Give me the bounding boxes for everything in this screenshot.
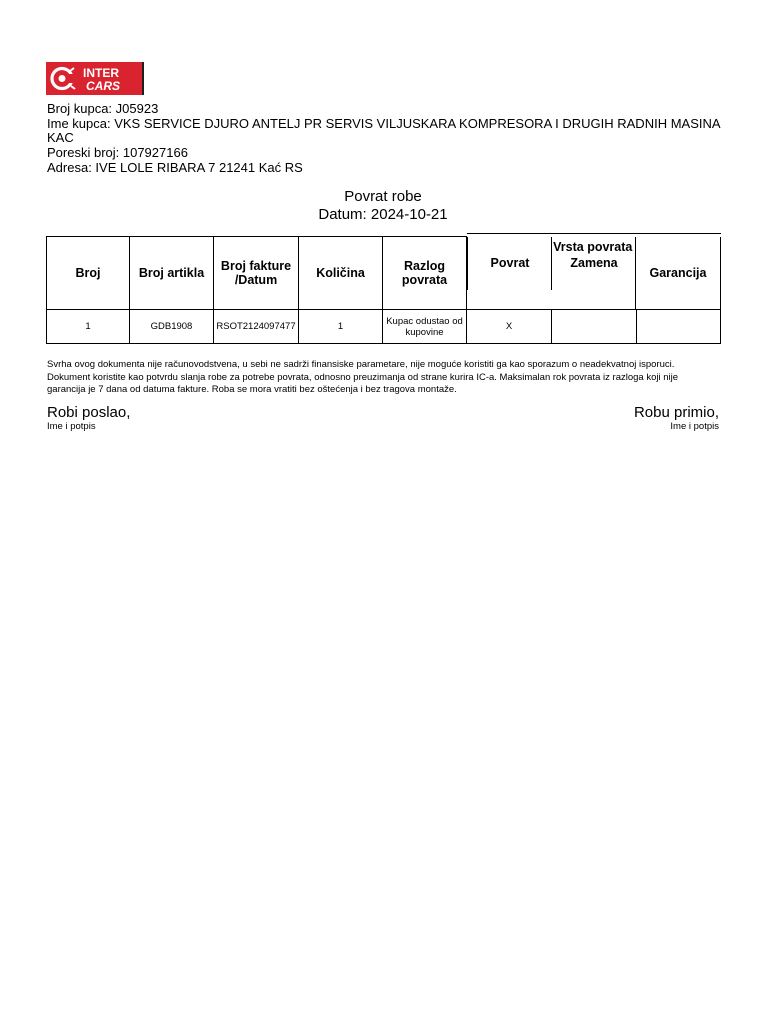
cell-povrat: X <box>505 321 513 332</box>
customer-name: Ime kupca: VKS SERVICE DJURO ANTELJ PR SERVIS VILJUSKARA KOMPRESORA I DRUGIH RADNIH MASINA KAC <box>47 115 720 145</box>
header-broj: Broj <box>47 237 130 310</box>
document-date: Datum: 2024-10-21 <box>318 206 448 223</box>
table-header-row <box>47 237 721 310</box>
company-logo <box>46 62 144 95</box>
receiver-note: Ime i potpis <box>670 421 719 432</box>
header-broj-fakture: Broj fakture /Datum <box>214 237 299 310</box>
header-vrsta-povrata: Vrsta povrata <box>553 239 633 254</box>
cell-broj-artikla: GDB1908 <box>130 310 214 344</box>
document-heading <box>47 188 719 224</box>
table-row <box>47 310 721 344</box>
header-zamena-label: Zamena <box>570 256 618 270</box>
receiver-signature <box>634 404 719 433</box>
customer-info <box>47 102 727 176</box>
header-razlog: Razlog povrata <box>383 237 467 310</box>
cell-garancija <box>636 310 720 343</box>
cell-broj: 1 <box>47 310 130 344</box>
header-garancija: Garancija <box>635 237 721 309</box>
receiver-label: Robu primio, <box>633 404 719 421</box>
cell-zamena <box>551 310 636 343</box>
sender-label: Robi poslao, <box>47 404 131 421</box>
document-title: Povrat robe <box>344 188 422 205</box>
cell-razlog: Kupac odustao od kupovine <box>383 310 467 344</box>
cell-kolicina: 1 <box>299 310 383 344</box>
header-broj-artikla: Broj artikla <box>130 237 214 310</box>
header-povrat: Povrat <box>467 237 552 290</box>
sender-note: Ime i potpis <box>47 421 96 432</box>
customer-number: Broj kupca: J05923 <box>47 101 159 116</box>
customer-address: Adresa: IVE LOLE RIBARA 7 21241 Kać RS <box>47 160 303 175</box>
logo-text-cars: CARS <box>86 79 121 93</box>
cell-vrsta-povrata-group <box>467 310 721 344</box>
sender-signature <box>47 404 130 433</box>
header-vrsta-povrata-group <box>467 237 721 310</box>
header-kolicina: Količina <box>299 237 383 310</box>
customer-tax-number: Poreski broj: 107927166 <box>47 144 188 160</box>
disclaimer-text: Svrha ovog dokumenta nije računovodstvena, u sebi ne sadrži finansiske parametare, nije moguće koristiti ga kao sporazum o neadekvatnoj isporuci. Dokument koristite kao potvrdu slanja robe za potrebe povrata, odnosno preuzimanja od strane kurira IC-a. Maksimalan rok povrata iz razloga koji nije garancija je 7 dana od datuma fakture. Roba se mora vratiti bez oštećenja i bez tragova montaže. <box>47 359 679 396</box>
logo-text-inter: INTER <box>83 66 119 80</box>
return-items-table <box>46 236 721 344</box>
cell-broj-fakture: RSOT2124097477 <box>214 310 299 344</box>
